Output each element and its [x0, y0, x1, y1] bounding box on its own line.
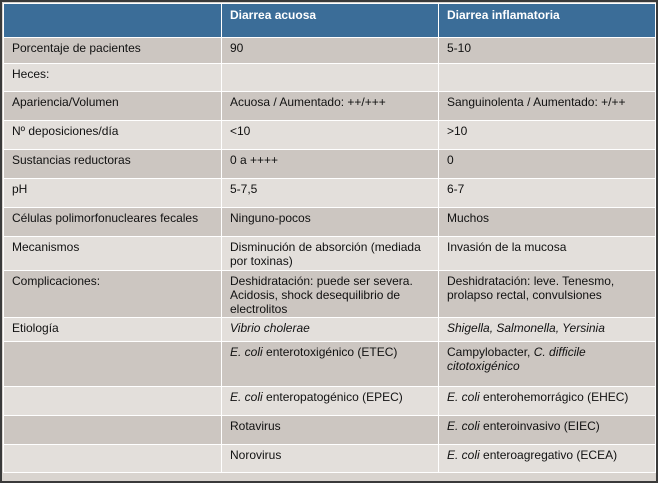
organism-name-italic: C. difficile citotoxigénico: [447, 345, 586, 373]
header-diarrea-inflamatoria: Diarrea inflamatoria: [439, 4, 656, 38]
acuosa-cell: 0 a ++++: [222, 150, 439, 179]
inflamatoria-cell: [439, 342, 656, 387]
table-row: [4, 342, 656, 387]
row-label: [4, 445, 222, 473]
row-label: Etiología: [4, 318, 222, 342]
table-row: [4, 416, 656, 445]
acuosa-cell: Ninguno-pocos: [222, 208, 439, 237]
acuosa-cell: Acuosa / Aumentado: ++/+++: [222, 92, 439, 121]
row-label: [4, 387, 222, 416]
header-diarrea-acuosa: Diarrea acuosa: [222, 4, 439, 38]
inflamatoria-cell: Muchos: [439, 208, 656, 237]
table-row: [4, 318, 656, 342]
table-row: [4, 179, 656, 208]
inflamatoria-cell: Sanguinolenta / Aumentado: +/++: [439, 92, 656, 121]
diarrhea-comparison-table: [3, 3, 656, 473]
inflamatoria-cell: 0: [439, 150, 656, 179]
acuosa-cell: Rotavirus: [222, 416, 439, 445]
row-label: Apariencia/Volumen: [4, 92, 222, 121]
row-label: Heces:: [4, 64, 222, 92]
inflamatoria-cell: [439, 64, 656, 92]
inflamatoria-cell: 5-10: [439, 38, 656, 64]
row-label: pH: [4, 179, 222, 208]
inflamatoria-cell: [439, 387, 656, 416]
table-row: [4, 387, 656, 416]
table-row: [4, 121, 656, 150]
acuosa-cell: Vibrio cholerae: [222, 318, 439, 342]
organism-type: enterohemorrágico (EHEC): [479, 390, 629, 404]
row-label: [4, 416, 222, 445]
table-row: [4, 92, 656, 121]
row-label: Nº deposiciones/día: [4, 121, 222, 150]
organism-type: enteroinvasivo (EIEC): [479, 419, 600, 433]
row-label: Porcentaje de pacientes: [4, 38, 222, 64]
table-row: [4, 38, 656, 64]
table-row: [4, 237, 656, 271]
organism-name: E. coli: [230, 345, 263, 359]
acuosa-cell: [222, 64, 439, 92]
table-row: [4, 271, 656, 318]
row-label: Sustancias reductoras: [4, 150, 222, 179]
acuosa-cell: Disminución de absorción (mediada por toxinas): [222, 237, 439, 271]
row-label: [4, 342, 222, 387]
table-row: [4, 64, 656, 92]
inflamatoria-cell: 6-7: [439, 179, 656, 208]
organism-name: E. coli: [447, 419, 480, 433]
acuosa-cell: Deshidratación: puede ser severa. Acidosis, shock desequilibrio de electrolitos: [222, 271, 439, 318]
inflamatoria-cell: Invasión de la mucosa: [439, 237, 656, 271]
organism-name: E. coli: [230, 390, 263, 404]
inflamatoria-cell: [439, 416, 656, 445]
acuosa-cell: 90: [222, 38, 439, 64]
row-label: Mecanismos: [4, 237, 222, 271]
acuosa-cell: Norovirus: [222, 445, 439, 473]
acuosa-cell: <10: [222, 121, 439, 150]
organism-name: E. coli: [447, 390, 480, 404]
acuosa-cell: [222, 387, 439, 416]
inflamatoria-cell: Shigella, Salmonella, Yersinia: [439, 318, 656, 342]
inflamatoria-cell: [439, 445, 656, 473]
table-header-row: [4, 4, 656, 38]
organism-name: E. coli: [447, 448, 480, 462]
organism-type: enteroagregativo (ECEA): [479, 448, 618, 462]
organism-type: enteropatogénico (EPEC): [262, 390, 403, 404]
row-label: Células polimorfonucleares fecales: [4, 208, 222, 237]
row-label: Complicaciones:: [4, 271, 222, 318]
inflamatoria-cell: >10: [439, 121, 656, 150]
table-row: [4, 208, 656, 237]
inflamatoria-cell: Deshidratación: leve. Tenesmo, prolapso rectal, convulsiones: [439, 271, 656, 318]
acuosa-cell: 5-7,5: [222, 179, 439, 208]
acuosa-cell: [222, 342, 439, 387]
organism-name: Campylobacter,: [447, 345, 534, 359]
table-row: [4, 445, 656, 473]
header-empty-cell: [4, 4, 222, 38]
table-row: [4, 150, 656, 179]
organism-type: enterotoxigénico (ETEC): [262, 345, 398, 359]
